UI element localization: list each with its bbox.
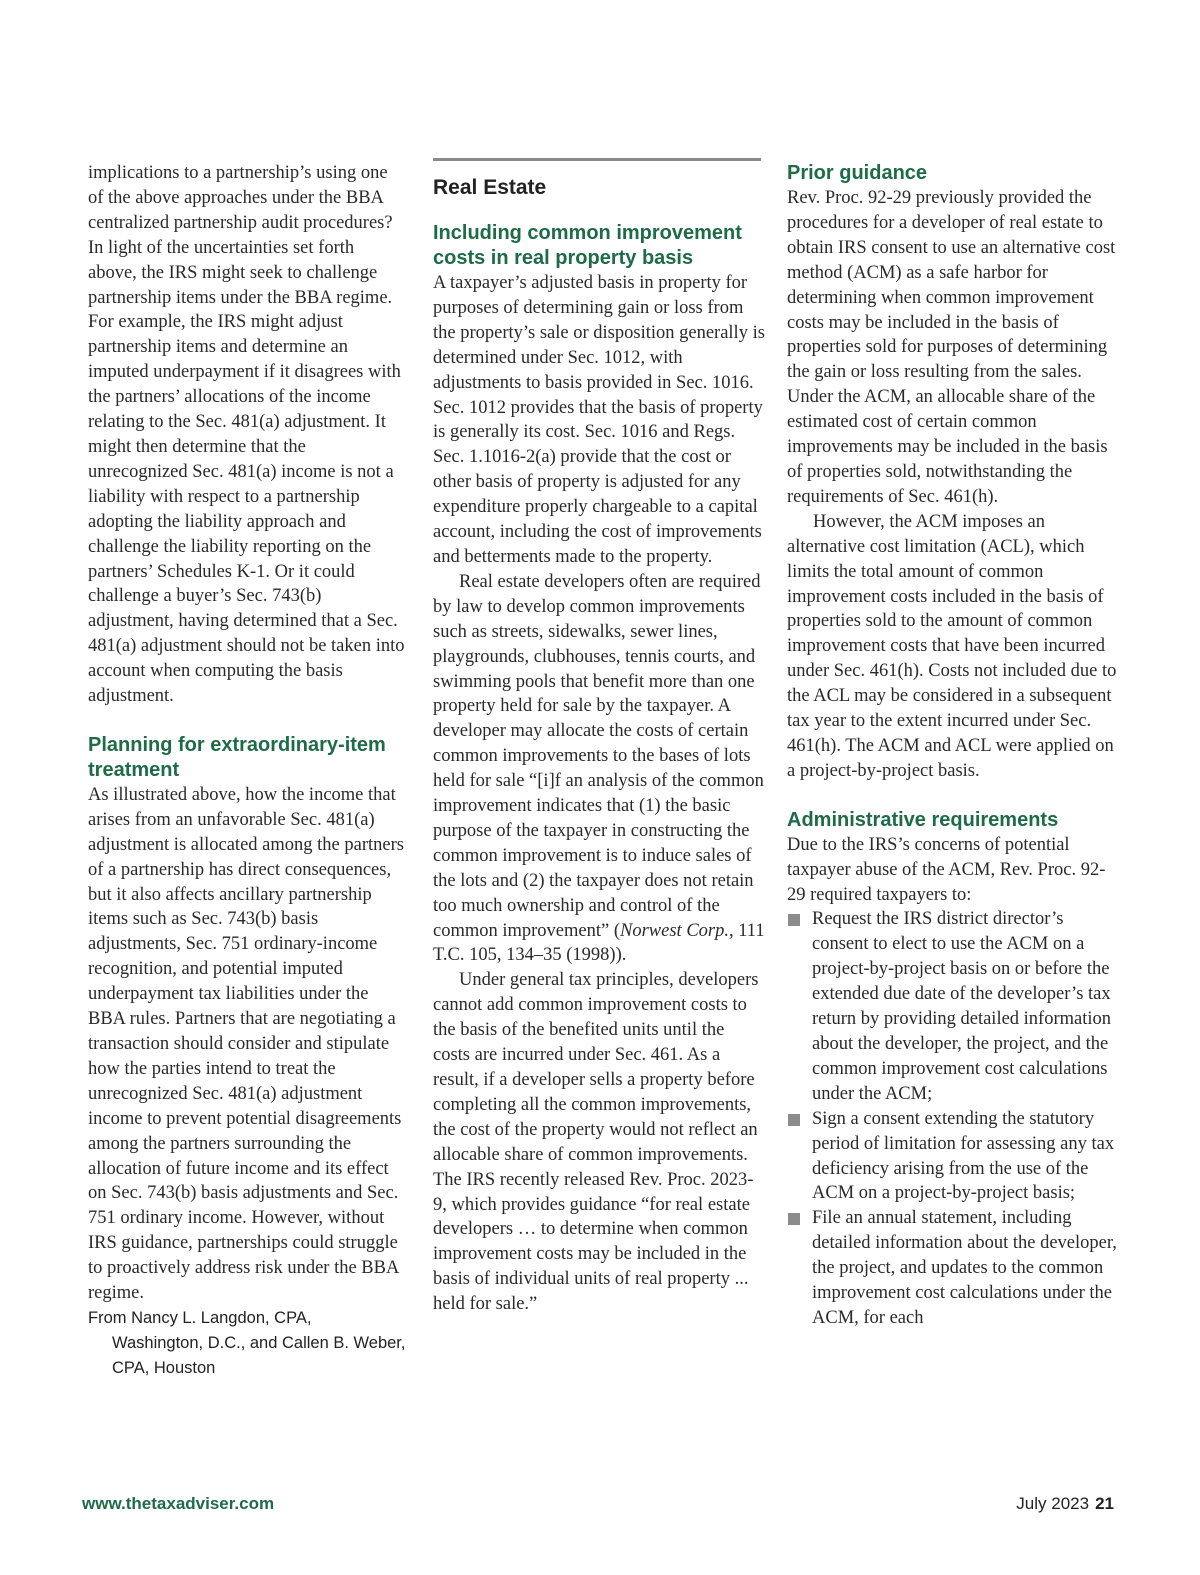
footer-website-link[interactable]: www.thetaxadviser.com <box>82 1494 275 1513</box>
list-item-text: Request the IRS district director’s consent to elect to use the ACM on a project-by-project basis on or before the extended due date of the developer’s tax return by providing detailed information about the developer, the project, and the common improvement cost calculations under the ACM; <box>812 909 1112 1104</box>
body-paragraph: As illustrated above, how the income that arises from an unfavorable Sec. 481(a) adjustment is allocated among the partners of a partnership has direct consequences, but it also affects ancillary partnership items such as Sec. 743(b) basis adjustments, Sec. 751 ordinary-income recognition, and potential imputed underpayment tax liabilities under the BBA rules. Partners that are negotiating a transaction should consider and stipulate how the parties intend to treat the unrecognized Sec. 481(a) adjustment income to prevent potential disagreements among the partners surrounding the allocation of future income and its effect on Sec. 743(b) basis adjustments and Sec. 751 ordinary income. However, without IRS guidance, partnerships could struggle to proactively address risk under the BBA regime. <box>88 784 404 1304</box>
article-title: Including common improvement costs in real property basis <box>433 222 742 269</box>
list-item-text: File an annual statement, including detailed information about the developer, the project, and updates to the common improvement cost calculations under the ACM, for each <box>812 1208 1117 1328</box>
body-paragraph: Due to the IRS’s concerns of potential taxpayer abuse of the ACM, Rev. Proc. 92-29 required taxpayers to: <box>787 834 1106 905</box>
square-bullet-icon <box>788 1213 800 1225</box>
square-bullet-icon <box>788 914 800 926</box>
section-title: Real Estate <box>433 176 547 199</box>
body-paragraph: implications to a partnership’s using one of the above approaches under the BBA centralized partnership audit procedures? In light of the uncertainties set forth above, the IRS might seek to challenge partnership items under the BBA regime. For example, the IRS might adjust partnership items and determine an imputed underpayment if it disagrees with the partners’ allocations of the income relating to the Sec. 481(a) adjustment. It might then determine that the unrecognized Sec. 481(a) income is not a liability with respect to a partnership adopting the liability approach and challenge the liability reporting on the partners’ Schedules K-1. Or it could challenge a buyer’s Sec. 743(b) adjustment, having determined that a Sec. 481(a) adjustment should not be taken into account when computing the basis adjustment. <box>88 163 405 707</box>
author-byline: From Nancy L. Langdon, CPA, Washington, D.C., and Callen B. Weber, CPA, Houston <box>88 1308 406 1377</box>
body-paragraph: Rev. Proc. 92-29 previously provided the procedures for a developer of real estate to obtain IRS consent to use an alternative cost method (ACM) as a safe harbor for determining when common improvement costs may be included in the basis of properties sold for purposes of determining the gain or loss resulting from the sales. Under the ACM, an allocable share of the estimated cost of certain common improvements may be included in the basis of properties sold, notwithstanding the requirements of Sec. 461(h). <box>787 188 1116 507</box>
subhead-prior-guidance: Prior guidance <box>787 162 928 184</box>
body-paragraph <box>433 570 765 969</box>
case-name: Norwest Corp. <box>620 920 729 941</box>
column-right <box>787 161 1117 1331</box>
subhead-planning: Planning for extraordinary-item treatment <box>88 733 386 781</box>
list-item-text: Sign a consent extending the statutory period of limitation for assessing any tax deficiency arising from the use of the ACM on a project-by-project basis; <box>812 1108 1115 1204</box>
section-rule <box>433 158 761 161</box>
column-left <box>88 161 406 1381</box>
list-item <box>787 1206 1117 1331</box>
issue-date: July 2023 <box>1016 1494 1090 1513</box>
requirements-list <box>787 907 1117 1330</box>
body-paragraph: Under general tax principles, developers cannot add common improvement costs to the basis of the benefited units until the costs are incurred under Sec. 461. As a result, if a developer sells a property before completing all the common improvements, the cost of the property would not reflect an allocable share of common improvements. The IRS recently released Rev. Proc. 2023-9, which provides guidance “for real estate developers … to determine when common improvement costs may be included in the basis of individual units of real property ... held for sale.” <box>433 970 759 1315</box>
footer-issue-info <box>1016 1494 1114 1514</box>
body-paragraph: A taxpayer’s adjusted basis in property for purposes of determining gain or loss from the property’s sale or disposition generally is determined under Sec. 1012, with adjustments to basis provided in Sec. 1016. Sec. 1012 provides that the basis of property is generally its cost. Sec. 1016 and Regs. Sec. 1.1016-2(a) provide that the cost or other basis of property is adjusted for any expenditure properly chargeable to a capital account, including the cost of improvements and betterments made to the property. <box>433 273 765 567</box>
text-run: Real estate developers often are required by law to develop common improvements such as streets, sidewalks, sewer lines, playgrounds, clubhouses, tennis courts, and swimming pools that benefit more than one property held for sale by the taxpayer. A developer may allocate the costs of certain common improvements to the bases of lots held for sale “[i]f an analysis of the common improvement indicates that (1) the basic purpose of the taxpayer in constructing the common improvement is to induce sales of the lots and (2) the taxpayer does not retain too much ownership and control of the common improvement” ( <box>433 571 764 941</box>
page-number: 21 <box>1095 1494 1114 1513</box>
body-paragraph: However, the ACM imposes an alternative cost limitation (ACL), which limits the total amount of common improvement costs included in the basis of properties sold to the amount of common improvement costs that have been incurred under Sec. 461(h). Costs not included due to the ACL may be considered in a subsequent tax year to the extent incurred under Sec. 461(h). The ACM and ACL were applied on a project-by-project basis. <box>787 511 1117 781</box>
text-run: , 111 T.C. 105, 134–35 (1998)). <box>433 920 765 966</box>
square-bullet-icon <box>788 1114 800 1126</box>
column-middle <box>433 158 765 1317</box>
list-item <box>787 1107 1117 1207</box>
list-item <box>787 907 1117 1106</box>
subhead-administrative: Administrative requirements <box>787 808 1059 831</box>
